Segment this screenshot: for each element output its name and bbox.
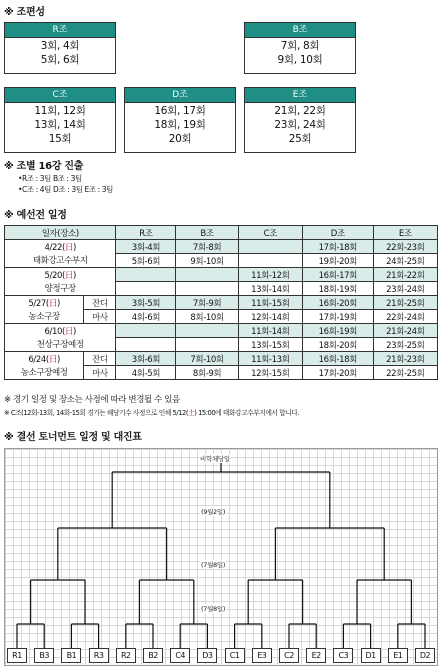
group-line: 7회, 8회: [280, 40, 320, 52]
venue-name: 천상구장예정: [5, 338, 116, 352]
cell-c: 11회-13회: [238, 352, 302, 366]
cell-b: 7회-10회: [176, 352, 238, 366]
schedule-table: [4, 225, 438, 380]
table-row: [5, 324, 438, 338]
date-cell: 5/20(日): [5, 268, 116, 282]
team-slot: D1: [361, 648, 381, 663]
cell-d: 19회-20회: [302, 254, 373, 268]
date-cell: 6/24(日): [5, 352, 84, 366]
cell-d: 16회-20회: [302, 296, 373, 310]
venue-name: 농소구장예정: [5, 366, 84, 380]
group-line: 18회, 19회: [154, 119, 206, 131]
table-row: [5, 268, 438, 282]
group-name: E조: [245, 88, 355, 103]
sunday-marker: 日: [64, 270, 74, 281]
group-line: 25회: [288, 133, 312, 145]
group-line: 11회, 12회: [34, 105, 86, 117]
cell-c: [238, 254, 302, 268]
table-row: [5, 282, 438, 296]
date-cell: 5/27(日): [5, 296, 84, 310]
group-line: 16회, 17회: [154, 105, 206, 117]
cell-r: 4회-6회: [116, 310, 176, 324]
team-slot: C4: [170, 648, 190, 663]
cell-e: 23회-25회: [373, 338, 437, 352]
table-row: [5, 338, 438, 352]
header-cell: B조: [176, 226, 238, 240]
group-line: 9회, 10회: [277, 54, 323, 66]
venue-name: 양정구장: [5, 282, 116, 296]
team-slot: D3: [197, 648, 217, 663]
cell-c: 13회-15회: [238, 338, 302, 352]
team-slot: R3: [89, 648, 109, 663]
round16-section-title: ※ 조별 16강 진출: [4, 161, 84, 172]
bracket-lines: [4, 448, 438, 666]
cell-c: [238, 240, 302, 254]
group-card-r: [4, 22, 116, 74]
cell-e: 21회-23회: [373, 352, 437, 366]
saturday-marker: 土: [187, 409, 195, 417]
cell-e: 22회-24회: [373, 310, 437, 324]
round16-label: (7월8일): [201, 605, 226, 613]
cell-b: [176, 282, 238, 296]
group-card-c: [4, 87, 116, 153]
cell-r: 3회-5회: [116, 296, 176, 310]
table-row: [5, 296, 438, 310]
cell-r: 3회-6회: [116, 352, 176, 366]
cell-c: 12회-14회: [238, 310, 302, 324]
cell-e: 21회-22회: [373, 268, 437, 282]
cell-c: 12회-15회: [238, 366, 302, 380]
cell-e: 21회-24회: [373, 324, 437, 338]
round16-line: •R조 : 3팀 B조 : 3팀: [18, 174, 82, 183]
schedule-header-row: [5, 226, 438, 240]
group-line: 5회, 6회: [40, 54, 80, 66]
table-row: [5, 254, 438, 268]
team-slot: C2: [279, 648, 299, 663]
cell-d: 18회-20회: [302, 338, 373, 352]
cell-b: [176, 324, 238, 338]
cell-e: 22회-23회: [373, 240, 437, 254]
group-name: D조: [125, 88, 235, 103]
field-type: 마사: [84, 366, 116, 380]
group-line: 21회, 22회: [274, 105, 326, 117]
group-name: B조: [245, 23, 355, 38]
cell-r: 5회-6회: [116, 254, 176, 268]
cell-b: [176, 268, 238, 282]
table-row: [5, 366, 438, 380]
group-card-e: [244, 87, 356, 153]
cell-d: 17회-20회: [302, 366, 373, 380]
group-line: 15회: [48, 133, 72, 145]
cell-c: 11회-12회: [238, 268, 302, 282]
venue-name: 농소구장: [5, 310, 84, 324]
header-cell: D조: [302, 226, 373, 240]
cell-r: 3회-4회: [116, 240, 176, 254]
round16-line: •C조 : 4팀 D조 : 3팀 E조 : 3팀: [18, 185, 114, 194]
cell-c: 11회-15회: [238, 296, 302, 310]
team-slot: E3: [252, 648, 272, 663]
final-label: 비학체당일: [200, 455, 230, 463]
group-name: C조: [5, 88, 115, 103]
group-line: 13회, 14회: [34, 119, 86, 131]
team-slot: R1: [7, 648, 27, 663]
cell-b: 8회-9회: [176, 366, 238, 380]
cell-r: [116, 282, 176, 296]
cell-e: 24회-25회: [373, 254, 437, 268]
cell-b: 8회-10회: [176, 310, 238, 324]
cell-d: 17회-18회: [302, 240, 373, 254]
header-cell: R조: [116, 226, 176, 240]
cell-e: 23회-24회: [373, 282, 437, 296]
cell-r: [116, 268, 176, 282]
cell-d: 16회-18회: [302, 352, 373, 366]
cell-b: 7회-9회: [176, 296, 238, 310]
group-card-b: [244, 22, 356, 74]
header-cell: E조: [373, 226, 437, 240]
schedule-note-c-group: ※ C조(12회-13회, 14회-15회 경기는 해당기수 사정으로 인해 5/12(土) 15:00에 태화강고수부지에서 합니다.: [4, 409, 300, 417]
field-type: 잔디: [84, 352, 116, 366]
team-slot: C3: [333, 648, 353, 663]
sunday-marker: 日: [48, 298, 57, 309]
cell-b: [176, 338, 238, 352]
group-card-d: [124, 87, 236, 153]
table-row: [5, 352, 438, 366]
team-slot: B1: [61, 648, 81, 663]
date-cell: 4/22(日): [5, 240, 116, 254]
sunday-marker: 日: [64, 242, 74, 253]
venue-name: 태화강고수부지: [5, 254, 116, 268]
group-name: R조: [5, 23, 115, 38]
team-slot: C1: [225, 648, 245, 663]
header-cell: 일자(장소): [5, 226, 116, 240]
team-slot: D2: [415, 648, 435, 663]
sunday-marker: 日: [64, 326, 74, 337]
team-slot: B3: [34, 648, 54, 663]
quarterfinal-label: (7월8일): [201, 561, 226, 569]
team-slot: E1: [388, 648, 408, 663]
sunday-marker: 日: [48, 354, 57, 365]
group-line: 3회, 4회: [40, 40, 80, 52]
bracket-diagram: [4, 448, 438, 666]
field-type: 잔디: [84, 296, 116, 310]
schedule-section-title: ※ 예선전 일정: [4, 210, 67, 221]
cell-e: 21회-25회: [373, 296, 437, 310]
group-line: 20회: [168, 133, 192, 145]
group-line: 23회, 24회: [274, 119, 326, 131]
semifinal-label: (9월2일): [201, 508, 226, 516]
cell-r: [116, 338, 176, 352]
date-cell: 6/10(日): [5, 324, 116, 338]
groups-section-title: ※ 조편성: [4, 7, 45, 18]
cell-e: 22회-25회: [373, 366, 437, 380]
cell-r: [116, 324, 176, 338]
cell-d: 16회-19회: [302, 324, 373, 338]
cell-d: 17회-19회: [302, 310, 373, 324]
table-row: [5, 310, 438, 324]
header-cell: C조: [238, 226, 302, 240]
bracket-section-title: ※ 결선 토너먼트 일정 및 대진표: [4, 432, 142, 443]
team-slot: E2: [306, 648, 326, 663]
cell-b: 9회-10회: [176, 254, 238, 268]
field-type: 마사: [84, 310, 116, 324]
table-row: [5, 240, 438, 254]
schedule-note: ※ 경기 일정 및 장소는 사정에 따라 변경될 수 있음: [4, 395, 180, 405]
cell-c: 13회-14회: [238, 282, 302, 296]
cell-d: 16회-17회: [302, 268, 373, 282]
cell-r: 4회-5회: [116, 366, 176, 380]
team-slot: B2: [143, 648, 163, 663]
team-slot: R2: [116, 648, 136, 663]
cell-b: 7회-8회: [176, 240, 238, 254]
cell-c: 11회-14회: [238, 324, 302, 338]
cell-d: 18회-19회: [302, 282, 373, 296]
